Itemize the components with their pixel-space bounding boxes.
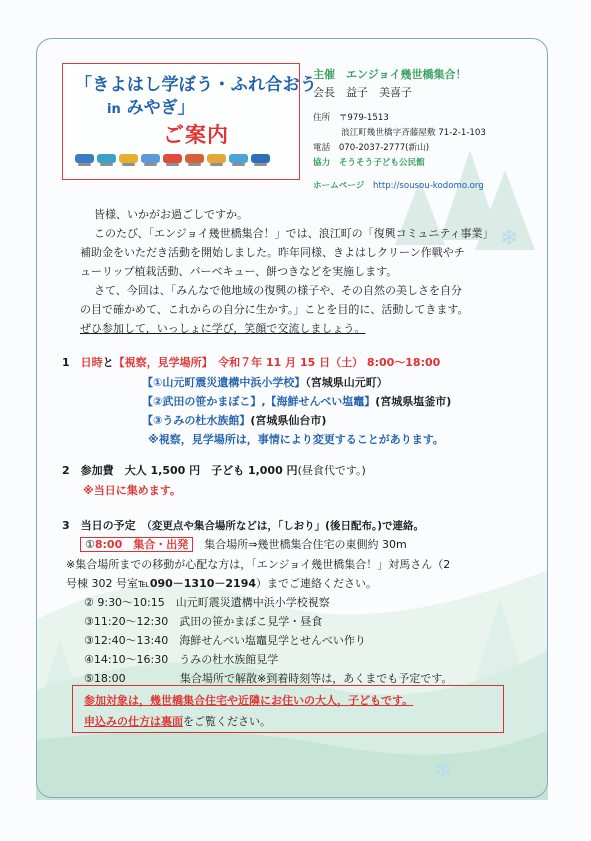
phone-number: 070-2037-2777(新山) <box>338 143 430 153</box>
schedule-row <box>84 613 322 629</box>
note-phone: 090－1310－2194 <box>149 577 257 590</box>
first-time-box <box>80 537 193 552</box>
homepage-label: ホームページ <box>313 181 365 191</box>
section3-note-l1: ※集合場所までの移動が心配な方は，「エンジョイ幾世橋集合！」対馬さん（2 <box>66 558 451 571</box>
section1-label-datetime: 日時 <box>80 356 103 369</box>
place1-line <box>142 374 388 390</box>
schedule-desc: うみの杜水族館見学 <box>179 653 279 666</box>
target-notice: 参加対象は，幾世橋集合住宅や近隣にお住いの大人，子どもです。 <box>84 694 414 707</box>
place2-location: (宮城県塩釜市) <box>375 395 452 408</box>
schedule-time: ③12:40～13:40 <box>84 634 169 647</box>
train-icon <box>251 154 270 163</box>
first-time-label: 8:00 集合・出発 <box>94 538 189 551</box>
chair-name: 益子 美喜子 <box>346 86 412 99</box>
train-icon <box>185 154 204 163</box>
note-end: ）までご連絡ください。 <box>256 577 378 590</box>
section3-note-l2 <box>66 575 377 591</box>
postal-code: 〒979-1513 <box>338 113 389 123</box>
section1-label-and: と <box>102 356 114 369</box>
schedule-row <box>84 594 330 610</box>
intro-greeting: 皆様、いかがお過ごしですか。 <box>94 208 248 221</box>
fish-icon <box>97 154 116 163</box>
title-line3: ご案内 <box>163 123 229 147</box>
title-line1: 「きよはし学ぼう・ふれ合おう <box>75 75 318 95</box>
schedule-desc: 山元町震災遺構中浜小学校視察 <box>175 596 330 609</box>
first-rest: 集合場所⇒幾世橋集合住宅の東側約 30m <box>204 538 407 551</box>
chair-line <box>313 84 412 100</box>
section2-fee: 参加費 大人 1,500 円 子ども 1,000 円 <box>80 464 298 477</box>
schedule-desc: 海鮮せんべい塩竈見学とせんべい作り <box>179 634 366 647</box>
first-num: ① <box>85 538 95 551</box>
boat-icon <box>163 154 182 163</box>
section2-note: ※当日に集めます。 <box>83 484 181 497</box>
section1-number: 1 <box>62 356 70 369</box>
section2-line <box>62 462 366 478</box>
place3-line <box>142 412 326 428</box>
truck-icon <box>207 154 226 163</box>
train-icon <box>75 154 94 163</box>
section1-note: ※視察，見学場所は，事情により変更することがあります。 <box>148 433 444 446</box>
organizer-name: エンジョイ幾世橋集合！ <box>346 68 467 81</box>
apply-reverse: 申込みの仕方は裏面 <box>84 715 183 728</box>
schedule-time: ⑤18:00 <box>84 672 126 685</box>
note-room: 号棟 302 号室℡ <box>66 577 150 590</box>
intro-p3-l2: の目で確かめて、これからの自分に生かす。」ことを目的に、活動してきます。 <box>80 303 469 316</box>
section3-title: 当日の予定 <box>80 519 136 532</box>
organizer-label: 主催 <box>313 68 335 81</box>
place3-name: 【③うみの杜水族館】 <box>142 414 251 427</box>
organizer-line <box>313 66 467 82</box>
title-box <box>62 63 318 180</box>
section1-datetime: 令和７年 11 月 15 日（土） 8:00～18:00 <box>218 356 441 369</box>
chair-label: 会長 <box>313 86 335 99</box>
section2-number: 2 <box>62 464 70 477</box>
intro-p2-l1: このたび、「エンジョイ幾世橋集合！」では、浪江町の「復興コミュニティ事業」 <box>94 227 494 240</box>
vehicle-icons <box>75 154 270 163</box>
section2-paren: (昼食代です。) <box>297 464 366 477</box>
snowflake-icon: ❄ <box>434 758 453 783</box>
phone-label: 電話 <box>313 143 331 153</box>
apply-tail: をご覧ください。 <box>183 715 271 728</box>
schedule-time: ④14:10～16:30 <box>84 653 169 666</box>
place1-location: （宮城県山元町） <box>305 376 388 389</box>
apply-notice <box>84 713 271 729</box>
schedule-time: ② 9:30～10:15 <box>84 596 165 609</box>
schedule-desc: 武田の笹かまぼこ見学・昼食 <box>179 615 323 628</box>
intro-p2-l2: 補助金をいただき活動を開始しました。昨年同様、きよはしクリーン作戦やチ <box>80 246 465 259</box>
schedule-row <box>84 670 452 686</box>
address-line1 <box>313 111 389 123</box>
place2-name: 【②武田の笹かまぼこ】,【海鮮せんべい塩竈】 <box>142 395 376 408</box>
homepage-line <box>313 179 484 191</box>
schedule-row <box>84 632 366 648</box>
section1-label-places: 【視察，見学場所】 <box>113 356 208 369</box>
section3-paren: （変更点や集合場所などは，「しおり」(後日配布。)で連絡。 <box>146 520 425 532</box>
schedule-first <box>80 536 407 552</box>
place1-name: 【①山元町震災遺構中浜小学校】 <box>142 376 306 389</box>
train-icon <box>141 154 160 163</box>
bus-icon <box>119 154 138 163</box>
intro-p3-l1: さて、今回は、「みんなで他地域の復興の様子や、その自然の美しさを自分 <box>94 284 463 297</box>
intro-p2-l3: ューリップ植栽活動、バーベキュー、餅つきなどを実施します。 <box>80 265 398 278</box>
snowflake-icon: ❄ <box>500 226 519 251</box>
section3-number: 3 <box>62 519 70 532</box>
coop-label: 協力 <box>313 158 331 168</box>
section3-line <box>62 517 424 533</box>
coop-line <box>313 156 425 168</box>
coop-name: そうそう子ども公民館 <box>338 158 425 168</box>
schedule-time: ③11:20～12:30 <box>84 615 169 628</box>
homepage-link[interactable]: http://sousou-kodomo.org <box>373 181 484 191</box>
schedule-row <box>84 651 278 667</box>
title-line2-main: みやぎ」 <box>126 98 195 118</box>
title-line2-in: in <box>107 102 121 117</box>
section1-line <box>62 354 440 370</box>
schedule-desc: 集合場所で解散※到着時刻等は，あくまでも予定です。 <box>180 672 453 685</box>
phone-line <box>313 141 429 153</box>
place2-line <box>142 393 451 409</box>
ship-icon <box>229 154 248 163</box>
intro-p3-l3: ぜひ参加して，いっしょに学び，笑顔で交流しましょう。 <box>80 322 366 335</box>
title-line2 <box>107 93 195 118</box>
address-line2: 浪江町幾世橋字斉藤屋敷 71-2-1-103 <box>341 128 486 138</box>
address-label: 住所 <box>313 113 331 123</box>
place3-location: (宮城県仙台市) <box>250 414 327 427</box>
